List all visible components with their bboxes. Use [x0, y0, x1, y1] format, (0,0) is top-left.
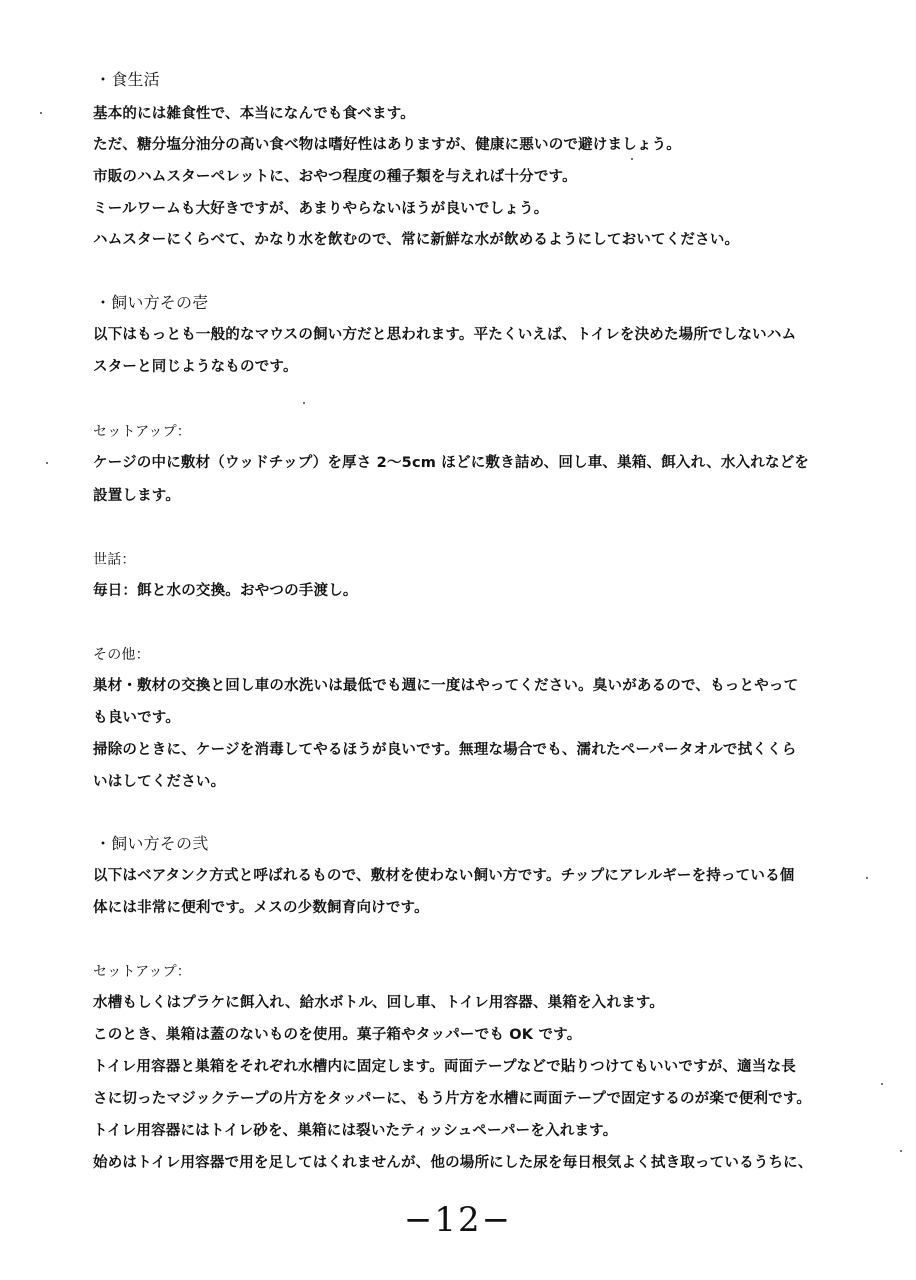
- setup-label: セットアップ：: [93, 964, 191, 980]
- paragraph-line: 市販のハムスターペレットに、おやつ程度の種子類を与えれば十分です。: [93, 169, 577, 185]
- paragraph-line: 水槽もしくはプラケに餌入れ、給水ボトル、回し車、トイレ用容器、巣箱を入れます。: [93, 995, 665, 1011]
- scan-speck: [40, 112, 42, 114]
- paragraph-line: トイレ用容器と巣箱をそれぞれ水槽内に固定します。両面テープなどで貼りつけてもいいですが、適当な長: [93, 1059, 796, 1075]
- scan-speck: [881, 1083, 883, 1085]
- paragraph-line: 基本的には雑食性で、本当になんでも食べます。: [93, 106, 415, 122]
- paragraph-line: ハムスターにくらべて、かなり水を飲むので、常に新鮮な水が飲めるようにしておいてください。: [93, 232, 740, 248]
- paragraph-line: 設置します。: [93, 488, 181, 504]
- paragraph-line: トイレ用容器にはトイレ砂を、巣箱には裂いたティッシュペーパーを入れます。: [93, 1123, 618, 1139]
- scan-speck: [631, 158, 633, 160]
- paragraph-line: 掃除のときに、ケージを消毒してやるほうが良いです。無理な場合でも、濡れたペーパータオルで拭くくら: [93, 742, 797, 758]
- scan-speck: [46, 462, 48, 464]
- setup-label: セットアップ：: [93, 424, 191, 440]
- page-number: −12−: [403, 1200, 513, 1240]
- paragraph-line: 毎日：餌と水の交換。おやつの手渡し。: [93, 583, 358, 599]
- paragraph-line: スターと同じようなものです。: [93, 359, 298, 375]
- paragraph-line: さに切ったマジックテープの片方をタッパーに、もう片方を水槽に両面テープで固定するのが楽で便利です。: [93, 1091, 812, 1107]
- paragraph-line: いはしてください。: [93, 774, 226, 790]
- paragraph-line: 以下はベアタンク方式と呼ばれるもので、敷材を使わない飼い方です。チップにアレルギーを持っている個: [93, 868, 795, 884]
- paragraph-line: も良いです。: [93, 710, 181, 726]
- paragraph-line: ミールワームも大好きですが、あまりやらないほうが良いでしょう。: [93, 201, 549, 217]
- paragraph-line: 巣材・敷材の交換と回し車の水洗いは最低でも週に一度はやってください。臭いがあるので、もっとやって: [93, 678, 799, 694]
- section-heading-diet: ・食生活: [95, 70, 160, 89]
- paragraph-line: 体には非常に便利です。メスの少数飼育向けです。: [93, 900, 429, 916]
- paragraph-line: ケージの中に敷材（ウッドチップ）を厚さ 2〜5cm ほどに敷き詰め、回し車、巣箱、餌入れ、水入れなどを: [93, 455, 810, 471]
- section-heading-keeping-1: ・飼い方その壱: [95, 293, 209, 312]
- care-label: 世話：: [93, 552, 136, 568]
- paragraph-line: このとき、巣箱は蓋のないものを使用。菓子箱やタッパーでも OK です。: [93, 1027, 582, 1043]
- scan-speck: [303, 402, 305, 404]
- paragraph-line: 以下はもっとも一般的なマウスの飼い方だと思われます。平たくいえば、トイレを決めた場所でしないハム: [93, 327, 797, 343]
- paragraph-line: ただ、糖分塩分油分の高い食べ物は嗜好性はありますが、健康に悪いので避けましょう。: [93, 137, 681, 153]
- section-heading-keeping-2: ・飼い方その弐: [95, 834, 209, 853]
- other-label: その他：: [93, 647, 150, 663]
- scan-speck: [866, 877, 868, 879]
- scan-speck: [900, 1150, 902, 1152]
- paragraph-line: 始めはトイレ用容器で用を足してはくれませんが、他の場所にした尿を毎日根気よく拭き取っているうちに、: [93, 1155, 813, 1171]
